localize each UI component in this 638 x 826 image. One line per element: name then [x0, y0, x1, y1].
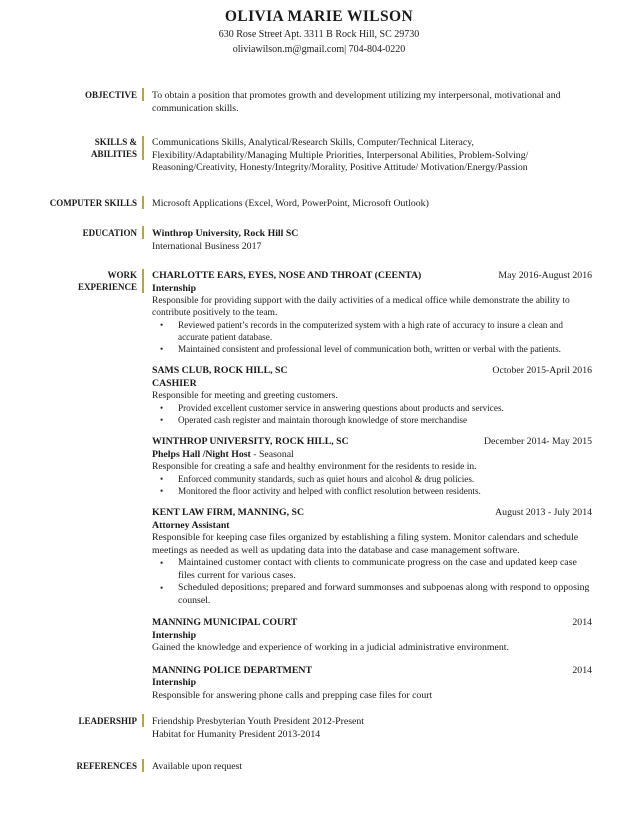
job-description: Responsible for answering phone calls and prepping case files for court: [152, 689, 433, 701]
education-text: [152, 228, 592, 253]
job-bullet: • Scheduled depositions; prepared and forward summonses and subpoenas along with respond to opposing counsel.: [160, 582, 590, 606]
job-role: Internship: [152, 629, 197, 641]
contact-line: oliviawilson.m@gmail.com| 704-804-0220: [232, 44, 406, 55]
skills-line-3: Reasoning/Creativity, Honesty/Integrity/Morality, Positive Attitude/ Motivation/Energy/Passion: [152, 162, 528, 173]
job-entry: [152, 617, 592, 655]
job-dates: May 2016-August 2016: [498, 270, 592, 281]
job-dates: 2014: [572, 617, 592, 628]
job-employer: CHARLOTTE EARS, EYES, NOSE AND THROAT (CEENTA): [152, 270, 422, 281]
job-description: Responsible for meeting and greeting customers.: [152, 391, 338, 401]
leadership-line-1: Friendship Presbyterian Youth President 2012-Present: [152, 716, 364, 727]
skills-text: [152, 137, 592, 175]
job-entry: [152, 665, 592, 703]
skills-divider: [142, 136, 144, 160]
job-description: Responsible for providing support with the daily activities of a medical office while demonstrate the ability to contribute positively to the team.: [152, 296, 570, 318]
job-role: Phelps Hall /Night Host - Seasonal: [152, 448, 294, 460]
job-dates: 2014: [572, 664, 592, 676]
leadership-divider: [142, 714, 144, 727]
job-dates: October 2015-April 2016: [492, 365, 592, 376]
job-bullets: [152, 319, 592, 355]
objective-label: OBJECTIVE: [84, 90, 137, 100]
job-description: Gained the knowledge and experience of working in a judicial administrative environment.: [152, 642, 509, 653]
job-bullet: • Reviewed patient’s records in the computerized system with a high rate of accuracy to insure a clean and accurate patient database.: [160, 320, 563, 342]
computer-skills-text: Microsoft Applications (Excel, Word, PowerPoint, Microsoft Outlook): [152, 198, 429, 209]
job-entry: [152, 365, 592, 426]
skills-line-2: Flexibility/Adaptability/Managing Multiple Priorities, Interpersonal Abilities, Problem-Solving/: [152, 149, 529, 161]
bullet-icon: •: [160, 474, 164, 484]
job-bullet: • Provided excellent customer service in answering questions about products and services.: [160, 403, 504, 413]
bullet-icon: •: [160, 558, 164, 568]
job-employer: KENT LAW FIRM, MANNING, SC: [152, 507, 305, 518]
references-divider: [142, 759, 144, 772]
job-employer: WINTHROP UNIVERSITY, ROCK HILL, SC: [152, 436, 349, 447]
job-bullet: • Maintained customer contact with clients to communicate progress on the case and updated keep case files current for various cases.: [160, 557, 577, 581]
job-dates: August 2013 - July 2014: [495, 507, 592, 518]
job-description: Responsible for keeping case files organized by establishing a filing system. Monitor calendars and schedule meetings as needed as well as updating data into the database and case management software.: [152, 532, 579, 556]
bullet-icon: •: [160, 486, 164, 496]
bullet-icon: •: [160, 583, 164, 593]
job-bullets: [152, 473, 592, 497]
job-entry: [152, 436, 592, 497]
leadership-line-2: Habitat for Humanity President 2013-2014: [152, 728, 321, 740]
computer-skills-label: COMPUTER SKILLS: [49, 198, 137, 208]
job-employer: MANNING POLICE DEPARTMENT: [152, 664, 313, 676]
work-label-line1: WORK: [107, 270, 137, 280]
job-role: Internship: [152, 282, 197, 294]
bullet-icon: •: [160, 320, 164, 330]
work-label-line2: EXPERIENCE: [77, 281, 137, 292]
job-entry: [152, 507, 592, 607]
job-employer: MANNING MUNICIPAL COURT: [152, 617, 298, 628]
skills-line-1: Communications Skills, Analytical/Research Skills, Computer/Technical Literacy,: [152, 137, 474, 148]
job-bullet: • Monitored the floor activity and helped with conflict resolution between residents.: [160, 486, 481, 496]
candidate-name: OLIVIA MARIE WILSON: [224, 8, 414, 25]
education-label: EDUCATION: [82, 228, 137, 238]
education-school: Winthrop University, Rock Hill SC: [152, 228, 299, 239]
education-divider: [142, 226, 144, 239]
job-employer: SAMS CLUB, ROCK HILL, SC: [152, 365, 288, 376]
work-label: [40, 270, 137, 293]
leadership-label: LEADERSHIP: [78, 716, 137, 726]
work-divider: [142, 269, 144, 293]
work-list: [152, 270, 592, 712]
skills-label-line1: SKILLS &: [94, 137, 137, 147]
skills-label: [40, 137, 137, 160]
job-entry: [152, 270, 592, 355]
leadership-text: [152, 716, 592, 741]
job-role: CASHIER: [152, 377, 197, 389]
job-bullet: • Enforced community standards, such as quiet hours and alcohol & drug policies.: [160, 474, 475, 484]
bullet-icon: •: [160, 344, 164, 354]
address-line: 630 Rose Street Apt. 3311 B Rock Hill, SC 29730: [218, 29, 420, 40]
bullet-icon: •: [160, 415, 164, 425]
references-label: REFERENCES: [76, 761, 137, 771]
bullet-icon: •: [160, 403, 164, 413]
job-role: Attorney Assistant: [152, 519, 230, 531]
job-role: Internship: [152, 677, 197, 688]
references-text: Available upon request: [152, 761, 243, 772]
job-description: Responsible for creating a safe and healthy environment for the residents to reside in.: [152, 462, 477, 472]
education-degree: International Business 2017: [152, 240, 262, 252]
computer-skills-divider: [142, 196, 144, 209]
resume-header: [0, 8, 638, 56]
job-dates: December 2014- May 2015: [483, 436, 592, 447]
objective-divider: [142, 88, 144, 101]
skills-label-line2: ABILITIES: [90, 148, 137, 159]
job-bullet: • Operated cash register and maintain thorough knowledge of store merchandise: [160, 415, 468, 425]
job-bullet: • Maintained consistent and professional level of communication both, written or verbal with the patients.: [160, 344, 561, 354]
objective-text: To obtain a position that promotes growth and development utilizing my interpersonal, motivational and communication skills.: [152, 90, 561, 114]
job-bullets: [152, 402, 592, 426]
job-bullets: [152, 557, 592, 607]
